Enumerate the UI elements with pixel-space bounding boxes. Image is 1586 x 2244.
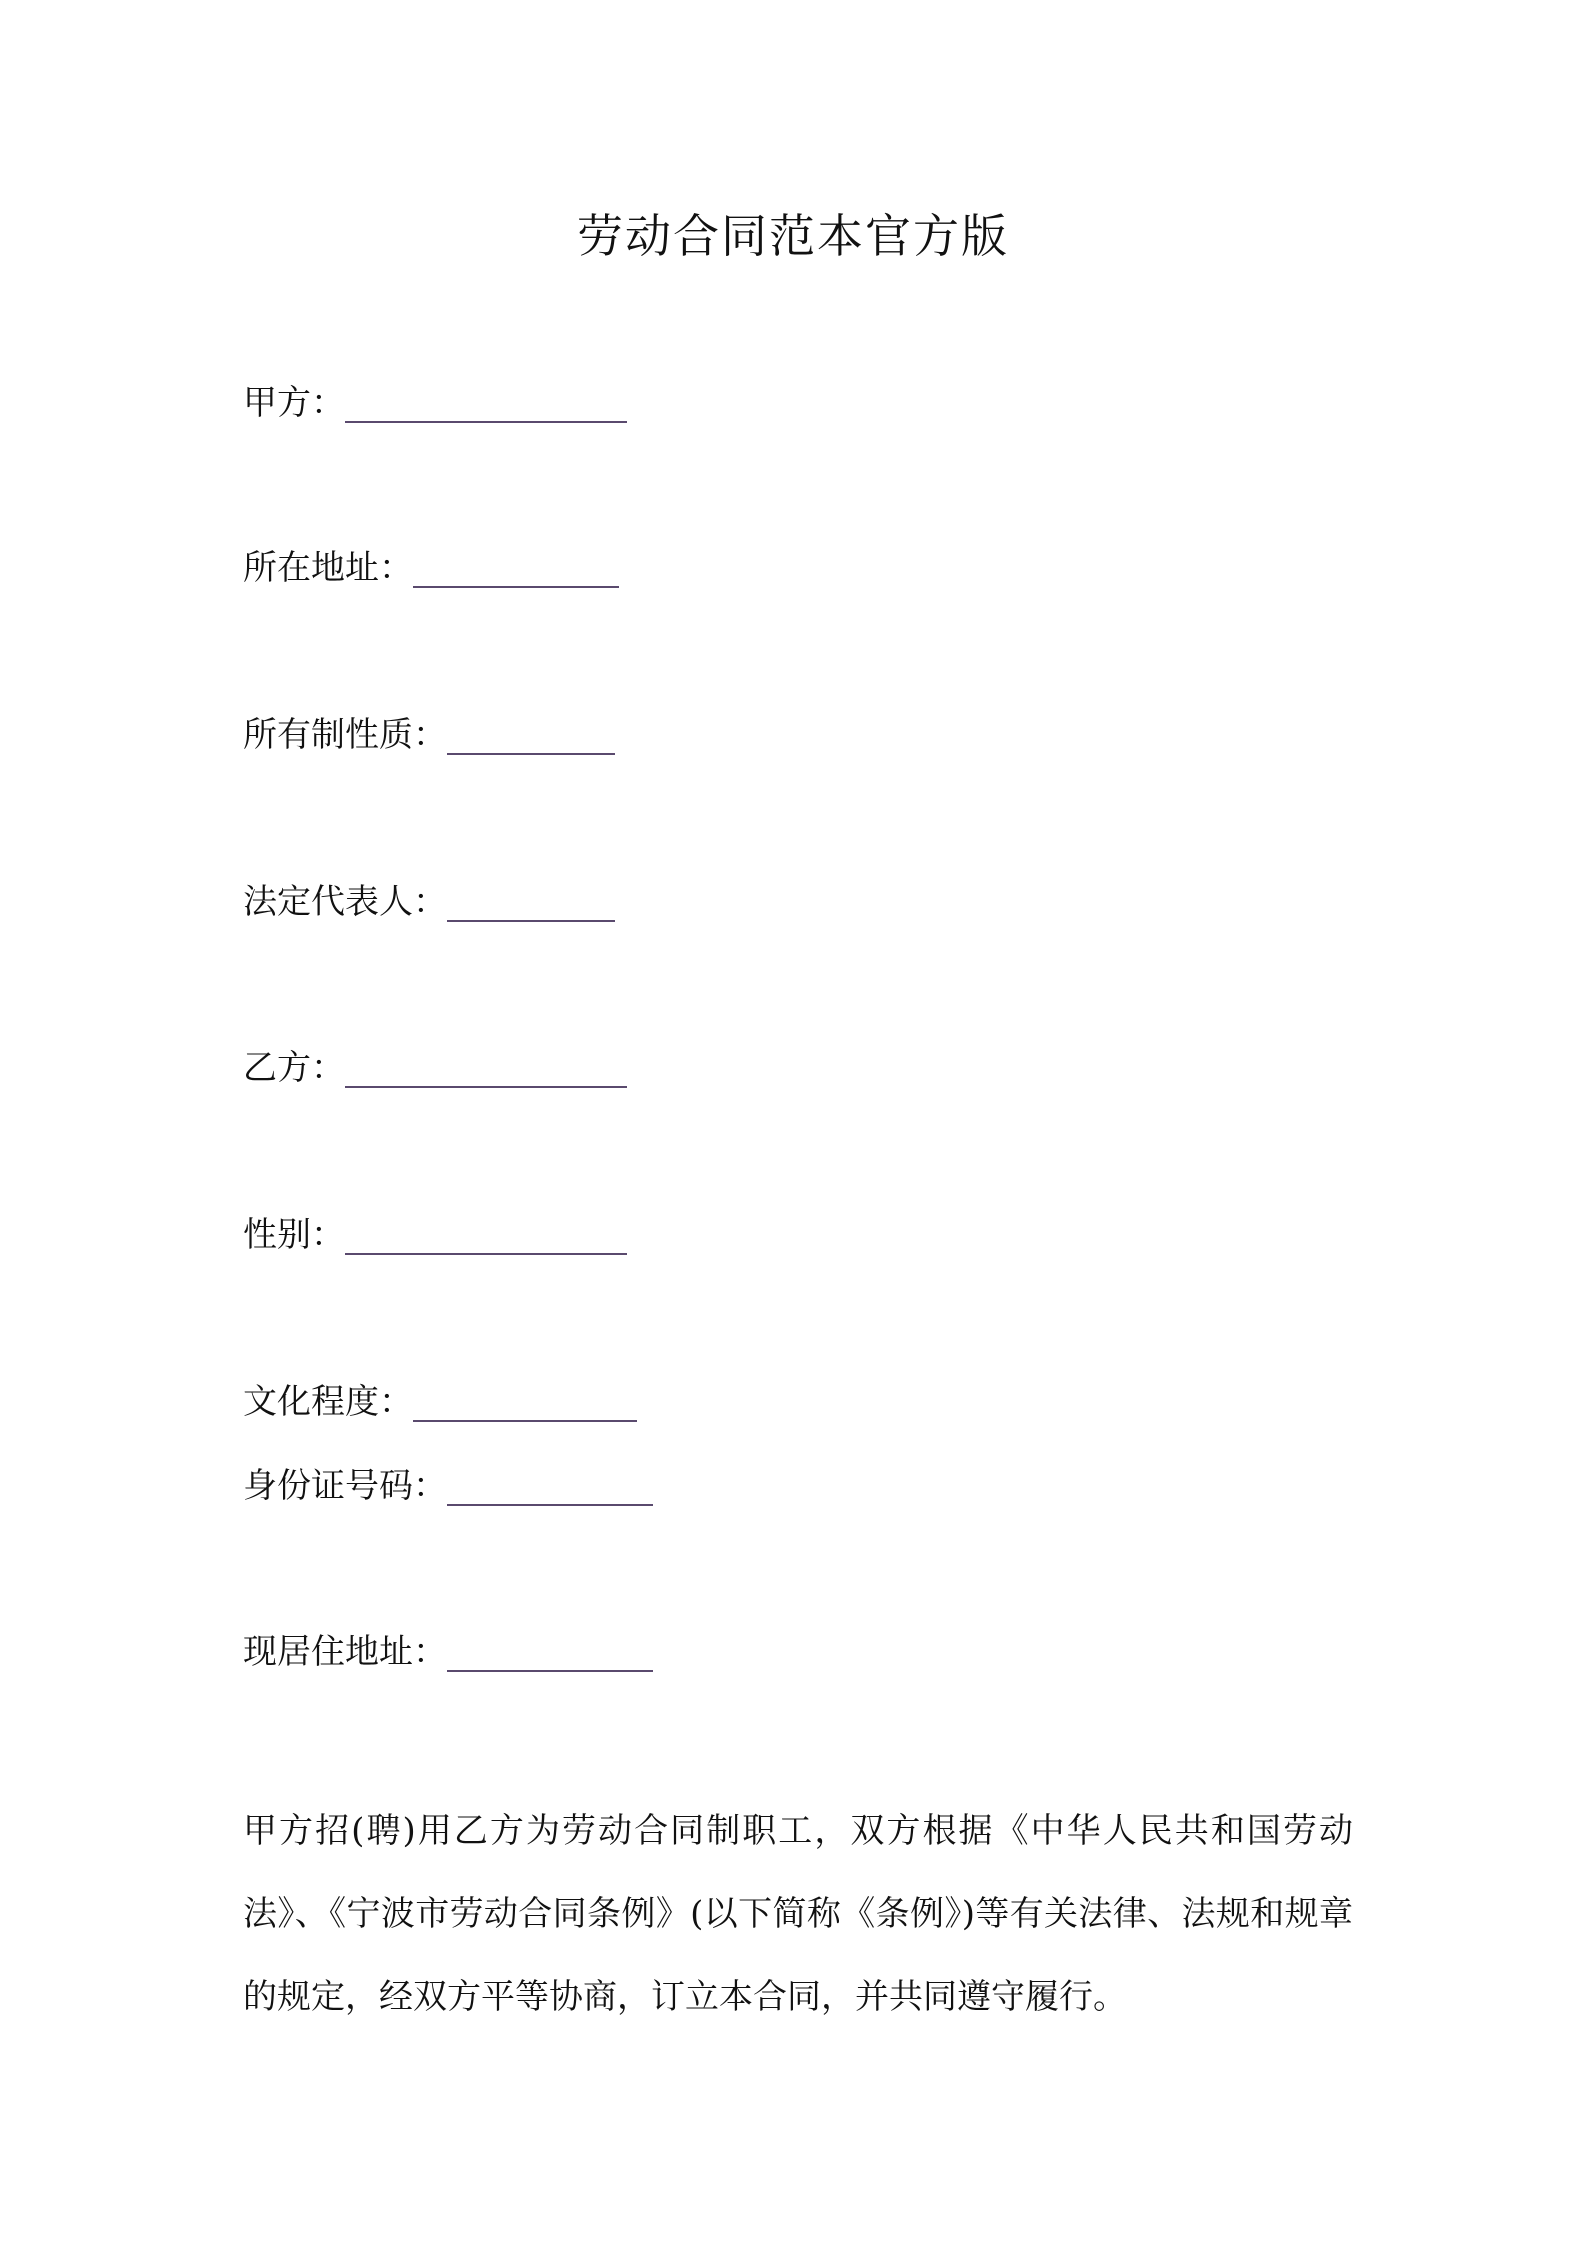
field-label: 性别： [243,1215,345,1255]
field-label: 文化程度： [243,1382,413,1422]
blank-line [345,1219,627,1255]
field-label: 法定代表人： [243,882,447,922]
blank-line [447,886,615,922]
field-label: 乙方： [243,1048,345,1088]
contract-preamble: 甲方招(聘)用乙方为劳动合同制职工，双方根据《中华人民共和国劳动法》、《宁波市劳动合同条例》(以下简称《条例》)等有关法律、法规和规章的规定，经双方平等协商，订立本合同，并共同遵守履行。 [243,1811,1353,2017]
blank-line [413,552,619,588]
document-title: 劳动合同范本官方版 [577,209,1009,263]
field-party-a [243,383,627,423]
blank-line [447,719,615,755]
field-education [243,1382,637,1422]
blank-line [447,1636,653,1672]
blank-line [345,387,627,423]
field-gender [243,1215,627,1255]
blank-line [345,1052,627,1088]
blank-line [413,1386,637,1422]
field-current-address [243,1632,653,1672]
field-party-b [243,1048,627,1088]
field-label: 现居住地址： [243,1632,447,1672]
field-label: 身份证号码： [243,1466,447,1506]
field-legal-rep [243,882,615,922]
field-ownership [243,715,615,755]
field-label: 所在地址： [243,548,413,588]
field-id-number [243,1466,653,1506]
field-label: 甲方： [243,383,345,423]
field-label: 所有制性质： [243,715,447,755]
blank-line [447,1470,653,1506]
field-address [243,548,619,588]
